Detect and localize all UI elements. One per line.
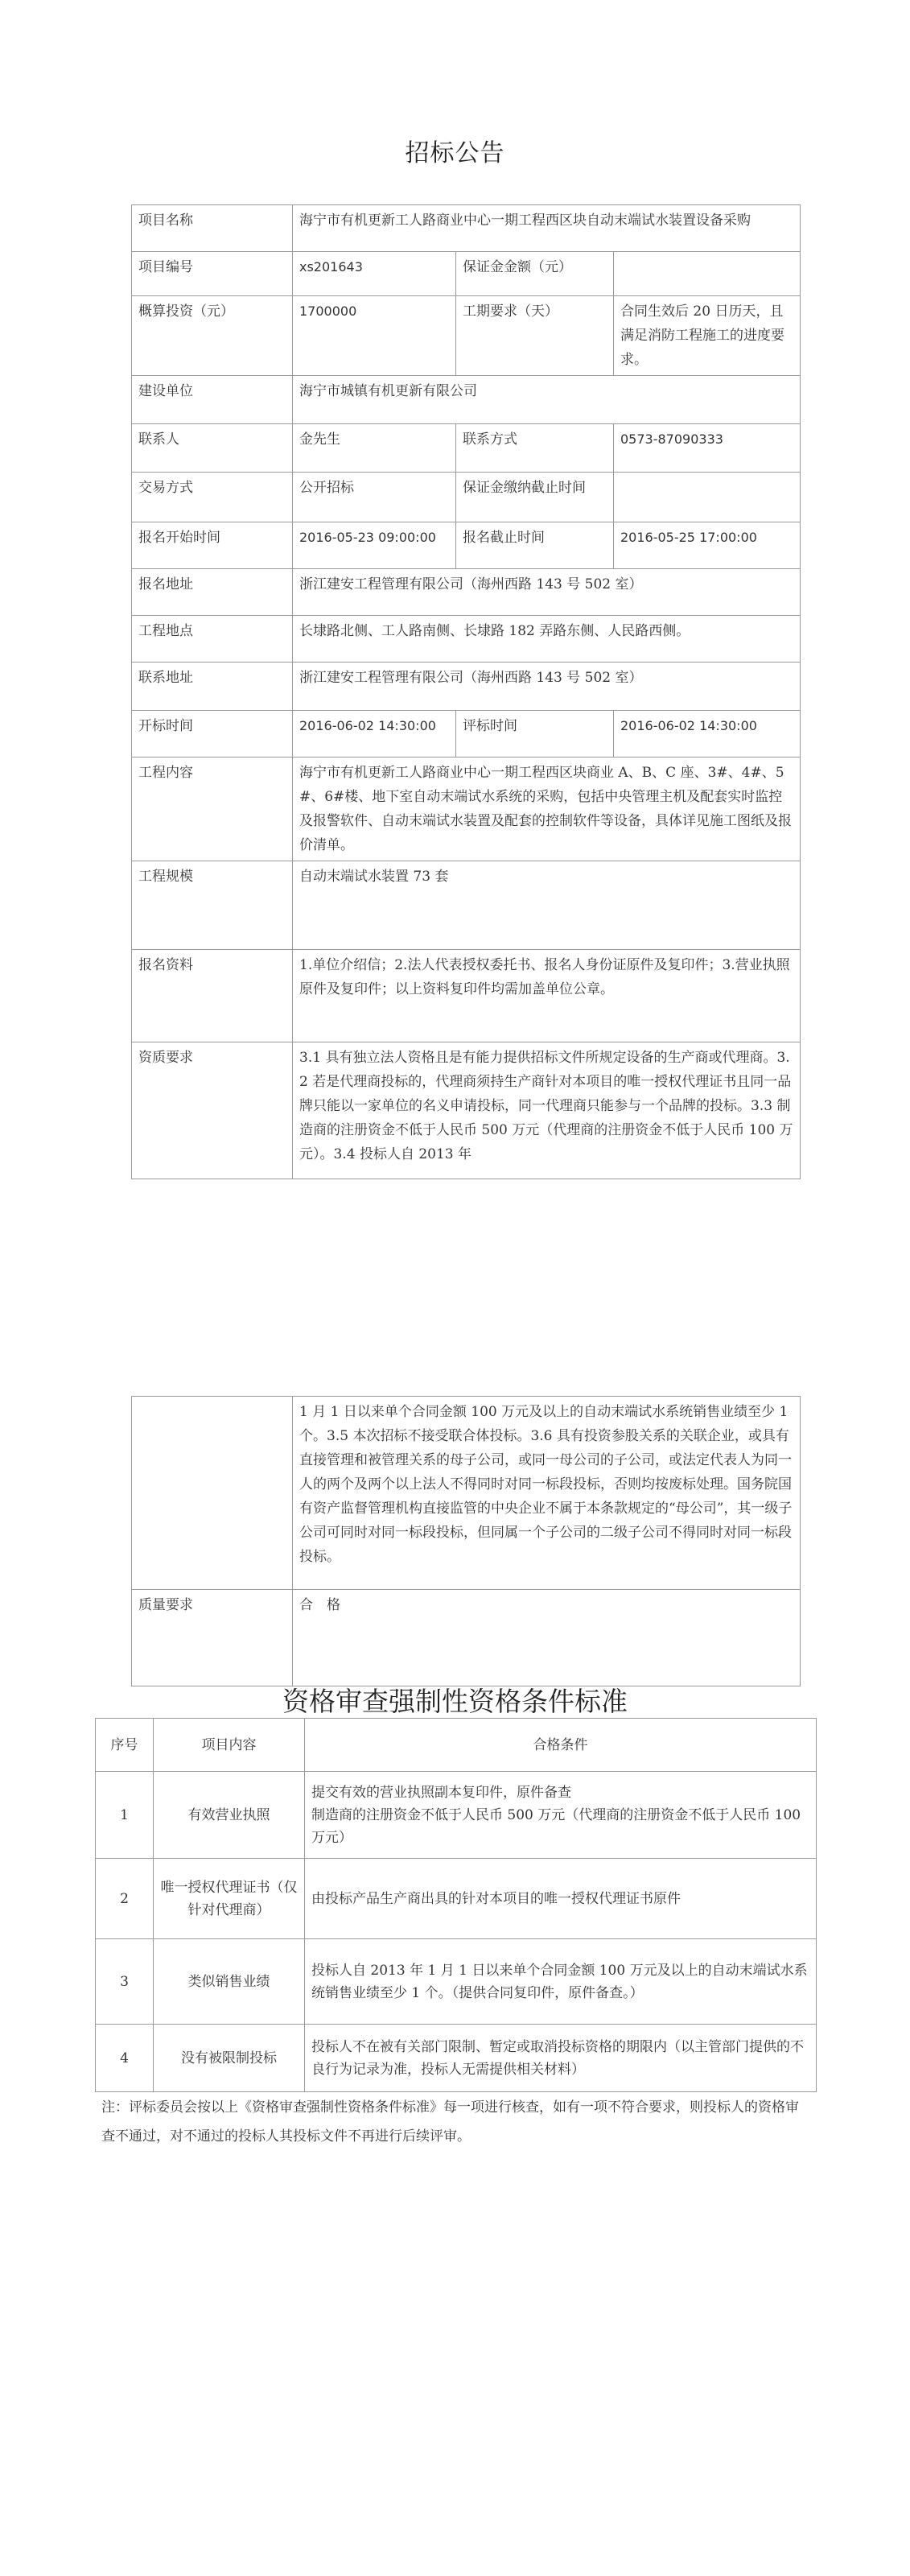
value-deposit-deadline	[614, 473, 801, 522]
page-title: 招标公告	[405, 139, 505, 167]
table-row	[96, 1772, 817, 1859]
criteria-title: 资格审查强制性资格条件标准	[282, 1686, 628, 1717]
label-reg-end: 报名截止时间	[456, 522, 614, 569]
row-item: 类似销售业绩	[154, 1939, 305, 2025]
value-site: 长埭路北侧、工人路南侧、长埭路 182 弄路东侧、人民路西侧。	[293, 616, 801, 663]
value-reg-start: 2016-05-23 09:00:00	[293, 522, 456, 569]
value-content: 海宁市有机更新工人路商业中心一期工程西区块商业 A、B、C 座、3#、4#、5#、6#楼、地下室自动末端试水系统的采购，包括中央管理主机及配套实时监控及报警软件、自动末端试水装置及配套的控制软件等设备，具体详见施工图纸及报价清单。	[293, 758, 801, 861]
row-condition: 投标人不在被有关部门限制、暂定或取消投标资格的期限内（以主管部门提供的不良行为记录为准，投标人无需提供相关材料）	[305, 2025, 817, 2092]
tender-info-table-continued	[131, 1396, 801, 1686]
row-item: 唯一授权代理证书（仅针对代理商）	[154, 1859, 305, 1939]
label-period: 工期要求（天）	[456, 296, 614, 376]
table-row	[96, 2025, 817, 2092]
label-owner: 建设单位	[132, 376, 293, 424]
value-trade: 公开招标	[293, 473, 456, 522]
label-trade: 交易方式	[132, 473, 293, 522]
value-docs: 1.单位介绍信；2.法人代表授权委托书、报名人身份证原件及复印件；3.营业执照原件及复印件；以上资料复印件均需加盖单位公章。	[293, 950, 801, 1042]
value-reg-addr: 浙江建安工程管理有限公司（海州西路 143 号 502 室）	[293, 569, 801, 616]
row-no: 4	[96, 2025, 154, 2092]
label-scale: 工程规模	[132, 861, 293, 950]
value-period: 合同生效后 20 日历天，且满足消防工程施工的进度要求。	[614, 296, 801, 376]
value-contact-addr: 浙江建安工程管理有限公司（海州西路 143 号 502 室）	[293, 663, 801, 711]
row-no: 3	[96, 1939, 154, 2025]
label-deposit-deadline: 保证金缴纳截止时间	[456, 473, 614, 522]
label-eval-time: 评标时间	[456, 711, 614, 758]
label-contact-addr: 联系地址	[132, 663, 293, 711]
label-qualification-continued	[132, 1397, 293, 1590]
table-row	[96, 1939, 817, 2025]
label-project-no: 项目编号	[132, 252, 293, 296]
value-open-time: 2016-06-02 14:30:00	[293, 711, 456, 758]
label-contact-method: 联系方式	[456, 424, 614, 473]
value-deposit	[614, 252, 801, 296]
value-project-name: 海宁市有机更新工人路商业中心一期工程西区块自动末端试水装置设备采购	[293, 205, 801, 252]
row-condition: 提交有效的营业执照副本复印件，原件备查 制造商的注册资金不低于人民币 500 万元（代理商的注册资金不低于人民币 100 万元）	[305, 1772, 817, 1859]
row-condition: 由投标产品生产商出具的针对本项目的唯一授权代理证书原件	[305, 1859, 817, 1939]
value-contact: 金先生	[293, 424, 456, 473]
header-condition: 合格条件	[305, 1719, 817, 1772]
value-qualification-part1: 3.1 具有独立法人资格且是有能力提供招标文件所规定设备的生产商或代理商。3.2 若是代理商投标的，代理商须持生产商针对本项目的唯一授权代理证书且同一品牌只能以一家单位的名义申请投标，同一代理商只能参与一个品牌的投标。3.3 制造商的注册资金不低于人民币 500 万元（代理商的注册资金不低于人民币 100 万元）。3.4 投标人自 2013 年	[293, 1042, 801, 1179]
header-no: 序号	[96, 1719, 154, 1772]
value-owner: 海宁市城镇有机更新有限公司	[293, 376, 801, 424]
criteria-note: 注：评标委员会按以上《资格审查强制性资格条件标准》每一项进行核查，如有一项不符合要求，则投标人的资格审查不通过，对不通过的投标人其投标文件不再进行后续评审。	[101, 2099, 799, 2145]
value-quality: 合 格	[293, 1590, 801, 1686]
label-content: 工程内容	[132, 758, 293, 861]
value-contact-method: 0573-87090333	[614, 424, 801, 473]
label-contact: 联系人	[132, 424, 293, 473]
value-qualification-part2: 1 月 1 日以来单个合同金额 100 万元及以上的自动末端试水系统销售业绩至少 1 个。3.5 本次招标不接受联合体投标。3.6 具有投资参股关系的关联企业，或具有直接管理和被管理关系的母子公司，或同一母公司的子公司，或法定代表人为同一人的两个及两个以上法人不得同时对同一标段投标，否则均按废标处理。国务院国有资产监督管理机构直接监管的中央企业不属于本条款规定的“母公司”，其一级子公司可同时对同一标段投标，但同属一个子公司的二级子公司不得同时对同一标段投标。	[293, 1397, 801, 1590]
value-budget: 1700000	[293, 296, 456, 376]
row-item: 没有被限制投标	[154, 2025, 305, 2092]
label-qualification: 资质要求	[132, 1042, 293, 1179]
label-docs: 报名资料	[132, 950, 293, 1042]
value-eval-time: 2016-06-02 14:30:00	[614, 711, 801, 758]
table-row	[96, 1859, 817, 1939]
row-condition: 投标人自 2013 年 1 月 1 日以来单个合同金额 100 万元及以上的自动末端试水系统销售业绩至少 1 个。（提供合同复印件，原件备查。）	[305, 1939, 817, 2025]
label-site: 工程地点	[132, 616, 293, 663]
value-reg-end: 2016-05-25 17:00:00	[614, 522, 801, 569]
label-open-time: 开标时间	[132, 711, 293, 758]
label-deposit: 保证金金额（元）	[456, 252, 614, 296]
row-no: 2	[96, 1859, 154, 1939]
label-reg-addr: 报名地址	[132, 569, 293, 616]
tender-info-table	[131, 204, 801, 1179]
label-budget: 概算投资（元）	[132, 296, 293, 376]
label-project-name: 项目名称	[132, 205, 293, 252]
value-scale: 自动末端试水装置 73 套	[293, 861, 801, 950]
label-quality: 质量要求	[132, 1590, 293, 1686]
row-item: 有效营业执照	[154, 1772, 305, 1859]
header-item: 项目内容	[154, 1719, 305, 1772]
label-reg-start: 报名开始时间	[132, 522, 293, 569]
value-project-no: xs201643	[293, 252, 456, 296]
row-no: 1	[96, 1772, 154, 1859]
criteria-table	[95, 1718, 817, 2092]
